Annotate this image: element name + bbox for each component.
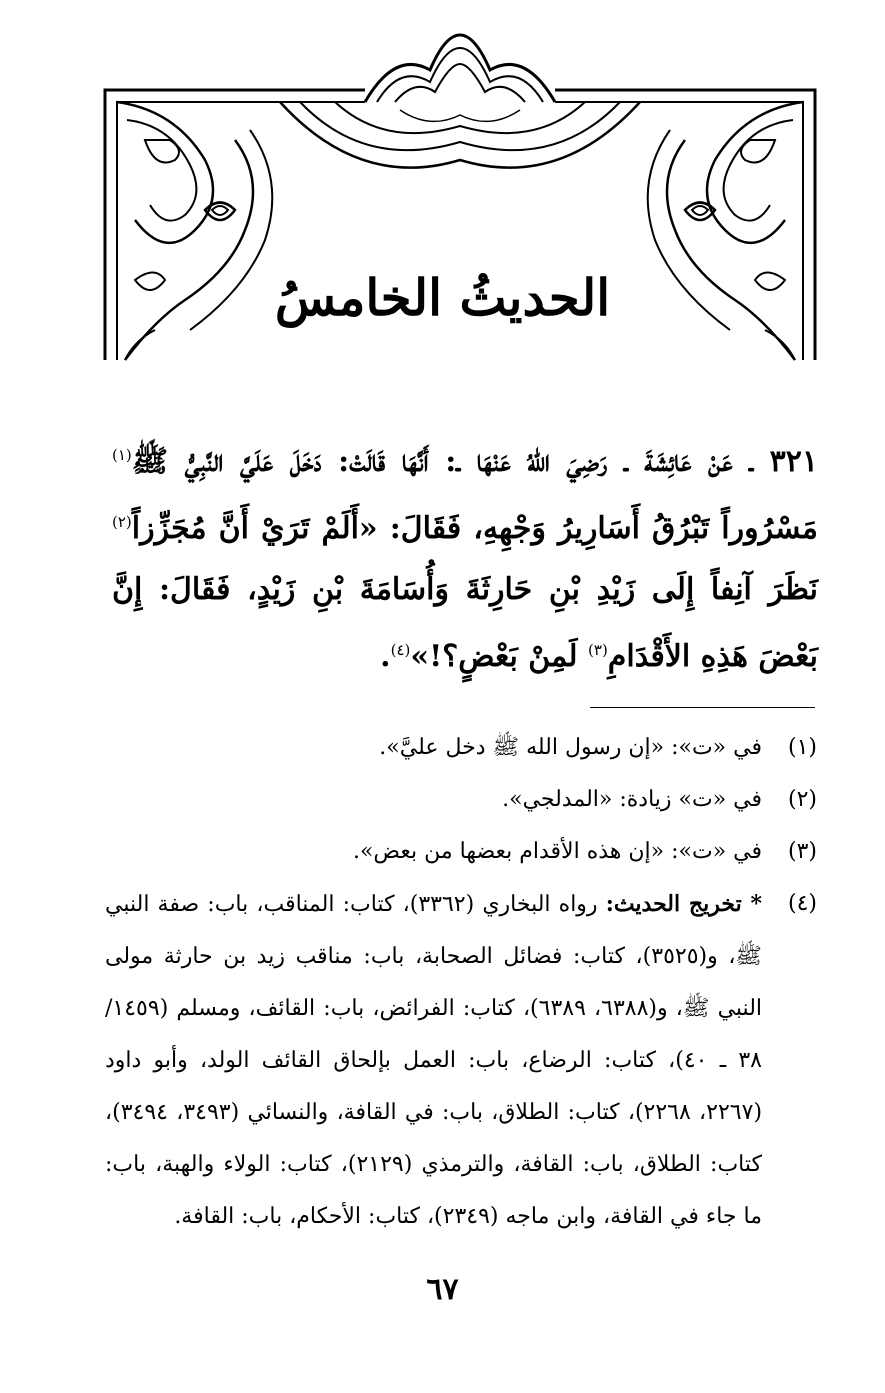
hadith-text-part-1: ٣٢١ ـ عَنْ عَائِشَةَ ـ رَضِيَ اللهُ عَنْهَا ـ: أَنَّهَا قَالَتْ: دَخَلَ عَلَيَّ النَّبِيُّ ﷺ xyxy=(131,444,818,479)
hadith-text-part-3: نَظَرَ آنِفاً إِلَى زَيْدِ بْنِ حَارِثَةَ وَأُسَامَةَ بْنِ زَيْدٍ، فَقَالَ: إِنَّ بَعْضَ هَذِهِ الأَقْدَامِ xyxy=(112,572,818,674)
footnote-item xyxy=(105,722,817,774)
hadith-text-part-2: مَسْرُوراً تَبْرُقُ أَسَارِيرُ وَجْهِهِ، فَقَالَ: «أَلَمْ تَرَيْ أَنَّ مُجَزِّزاً xyxy=(131,511,818,546)
footnote-ref-2: (٢) xyxy=(112,513,132,531)
footnote-text: في «ت» زيادة: «المدلجي». xyxy=(502,787,762,812)
footnote-item xyxy=(105,774,817,826)
footnote-item xyxy=(105,826,817,878)
hadith-text-end: . xyxy=(380,639,391,674)
footnote-ref-1: (١) xyxy=(112,446,132,464)
footnote-ref-3: (٣) xyxy=(588,641,608,659)
footnote-text: في «ت»: «إن هذه الأقدام بعضها من بعض». xyxy=(352,839,762,864)
footnote-takhrij-label: * تخريج الحديث: xyxy=(605,891,762,917)
footnote-text: في «ت»: «إن رسول الله ﷺ دخل عليَّ». xyxy=(379,735,762,760)
hadith-text xyxy=(112,425,818,687)
footnote-number: (٢) xyxy=(787,787,817,812)
footnotes-list xyxy=(105,722,817,1243)
footnote-divider xyxy=(590,707,815,708)
footnote-number: (١) xyxy=(787,735,817,760)
hadith-text-part-4: لَمِنْ بَعْضٍ؟!» xyxy=(410,639,589,674)
footnote-number: (٣) xyxy=(787,839,817,864)
page-number: ٦٧ xyxy=(426,1272,459,1307)
footnote-item xyxy=(105,878,817,1243)
chapter-title: الحديثُ الخامسُ xyxy=(274,268,611,327)
footnote-number: (٤) xyxy=(787,891,817,916)
footnote-text: رواه البخاري (٣٣٦٢)، كتاب: المناقب، باب: صفة النبي ﷺ، و(٣٥٢٥)، كتاب: فضائل الصحابة، باب: مناقب زيد بن حارثة مولى النبي ﷺ، و(٦٣٨٨، ٦٣٨٩)، كتاب: الفرائض، باب: القائف، ومسلم (١٤٥٩/ ٣٨ ـ ٤٠)، كتاب: الرضاع، باب: العمل بإلحاق القائف الولد، وأبو داود (٢٢٦٧، ٢٢٦٨)، كتاب: الطلاق، باب: في القافة، والنسائي (٣٤٩٣، ٣٤٩٤)، كتاب: الطلاق، باب: القافة، والترمذي (٢١٢٩)، كتاب: الولاء والهبة، باب: ما جاء في القافة، وابن ماجه (٢٣٤٩)، كتاب: الأحكام، باب: القافة. xyxy=(105,892,763,1229)
footnote-ref-4: (٤) xyxy=(390,641,411,659)
